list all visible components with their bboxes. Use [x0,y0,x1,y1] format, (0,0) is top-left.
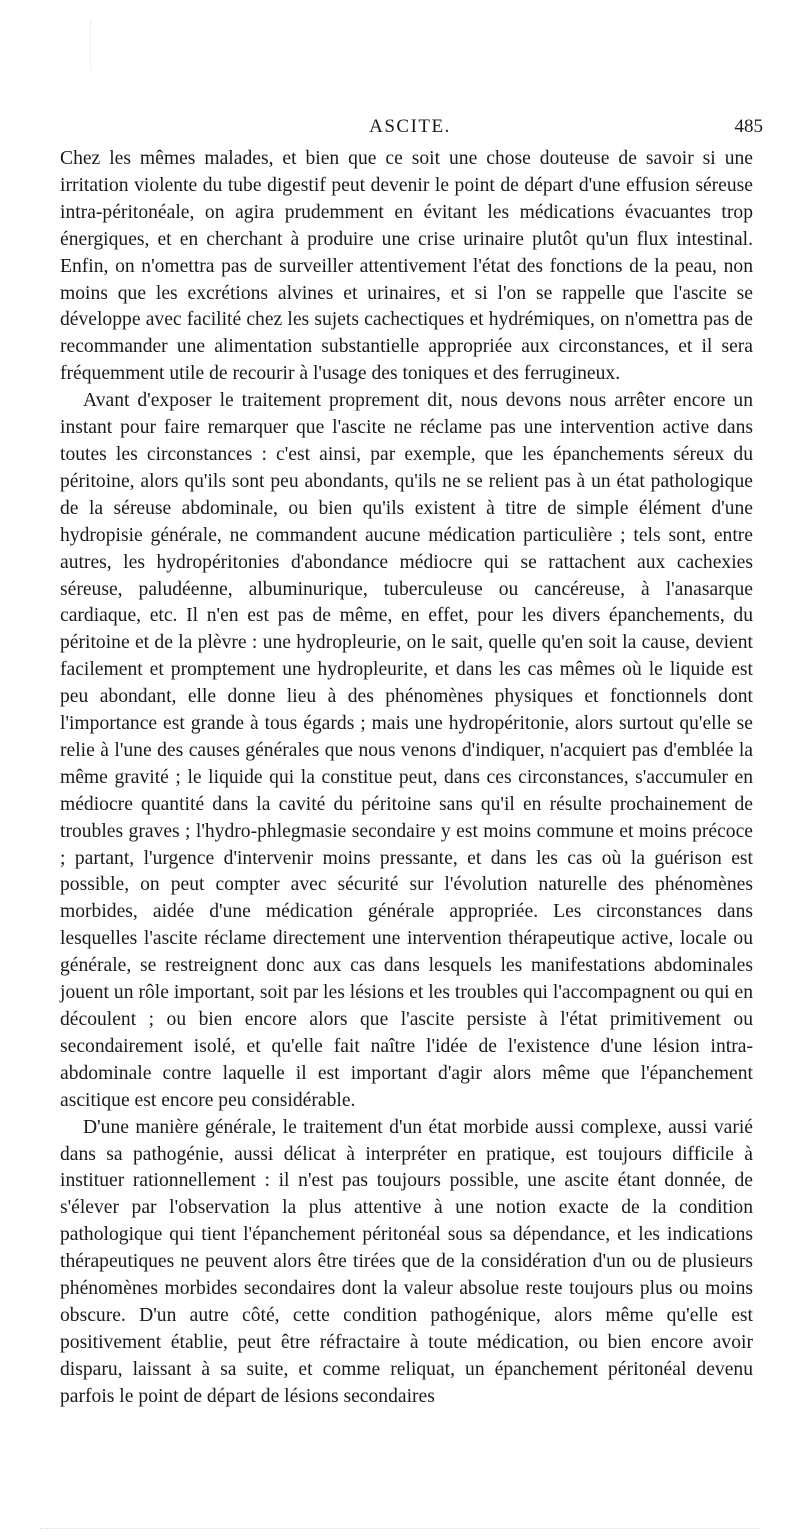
paper-specks-bottom [40,1528,760,1535]
paper-specks-top [90,20,101,70]
running-title: ASCITE. [369,116,451,137]
body-text [60,146,753,1411]
page-header [60,114,763,144]
paragraph-1: Chez les mêmes malades, et bien que ce soit une chose douteuse de savoir si une irritation violente du tube digestif peut devenir le point de départ d'une effusion séreuse intra-péritonéale, on agira prudemment en évitant les médications évacuantes trop énergiques, et en cherchant à produire une crise urinaire plutôt qu'un flux intestinal. Enfin, on n'omettra pas de surveiller attentivement l'état des fonctions de la peau, non moins que les excrétions alvines et urinaires, et si l'on se rappelle que l'ascite se développe avec facilité chez les sujets cachectiques et hydrémiques, on n'omettra pas de recommander une alimentation substantielle appropriée aux circonstances, et il sera fréquemment utile de recourir à l'usage des toniques et des ferrugineux. [60,148,753,385]
paragraph-3: D'une manière générale, le traitement d'un état morbide aussi complexe, aussi varié dans sa pathogénie, aussi délicat à interpréter en pratique, est toujours difficile à instituer rationnellement : il n'est pas toujours possible, une ascite étant donnée, de s'élever par l'observation la plus attentive à une notion exacte de la condition pathologique qui tient l'épanchement péritonéal sous sa dépendance, et les indications thérapeutiques ne peuvent alors être tirées que de la considération d'un ou de plusieurs phénomènes morbides secondaires dont la valeur absolue reste toujours plus ou moins obscure. D'un autre côté, cette condition pathogénique, alors même qu'elle est positivement établie, peut être réfractaire à toute médication, ou bien encore avoir disparu, laissant à sa suite, et comme reliquat, un épanchement péritonéal devenu parfois le point de départ de lésions secondaires [60,1116,753,1407]
page-number: 485 [734,116,763,137]
paragraph-2: Avant d'exposer le traitement proprement dit, nous devons nous arrêter encore un instant pour faire remarquer que l'ascite ne réclame pas une intervention active dans toutes les circonstances : c'est ainsi, par exemple, que les épanchements séreux du péritoine, alors qu'ils sont peu abondants, qu'ils ne se relient pas à un état pathologique de la séreuse abdominale, ou bien qu'ils existent à titre de simple élément d'une hydropisie générale, ne commandent aucune médication particulière ; tels sont, entre autres, les hydropéritonies d'abondance médiocre qui se rattachent aux cachexies séreuse, paludéenne, albuminurique, tuberculeuse ou cancéreuse, à l'anasarque cardiaque, etc. Il n'en est pas de même, en effet, pour les divers épanchements, du péritoine et de la plèvre : une hydropleurie, on le sait, quelle qu'en soit la cause, devient facilement et promptement une hydropleurite, et dans les cas mêmes où le liquide est peu abondant, elle donne lieu à des phénomènes physiques et fonctionnels dont l'importance est grande à tous égards ; mais une hydropéritonie, alors surtout qu'elle se relie à l'une des causes générales que nous venons d'indiquer, n'acquiert pas d'emblée la même gravité ; le liquide qui la constitue peut, dans ces circonstances, s'accumuler en médiocre quantité dans la cavité du péritoine sans qu'il en résulte prochainement de troubles graves ; l'hydro-phlegmasie secondaire y est moins commune et moins précoce ; partant, l'urgence d'intervenir moins pressante, et dans les cas où la guérison est possible, on peut compter avec sécurité sur l'évolution naturelle des phénomènes morbides, aidée d'une médication générale appropriée. Les circonstances dans lesquelles l'ascite réclame directement une intervention thérapeutique active, locale ou générale, se restreignent donc aux cas dans lesquels les manifestations abdominales jouent un rôle important, soit par les lésions et les troubles qui l'accompagnent ou qui en découlent ; ou bien encore alors que l'ascite persiste à l'état primitivement ou secondairement isolé, et qu'elle fait naître l'idée de l'existence d'une lésion intra-abdominale contre laquelle il est important d'agir alors même que l'épanchement ascitique est encore peu considérable. [60,390,753,1111]
